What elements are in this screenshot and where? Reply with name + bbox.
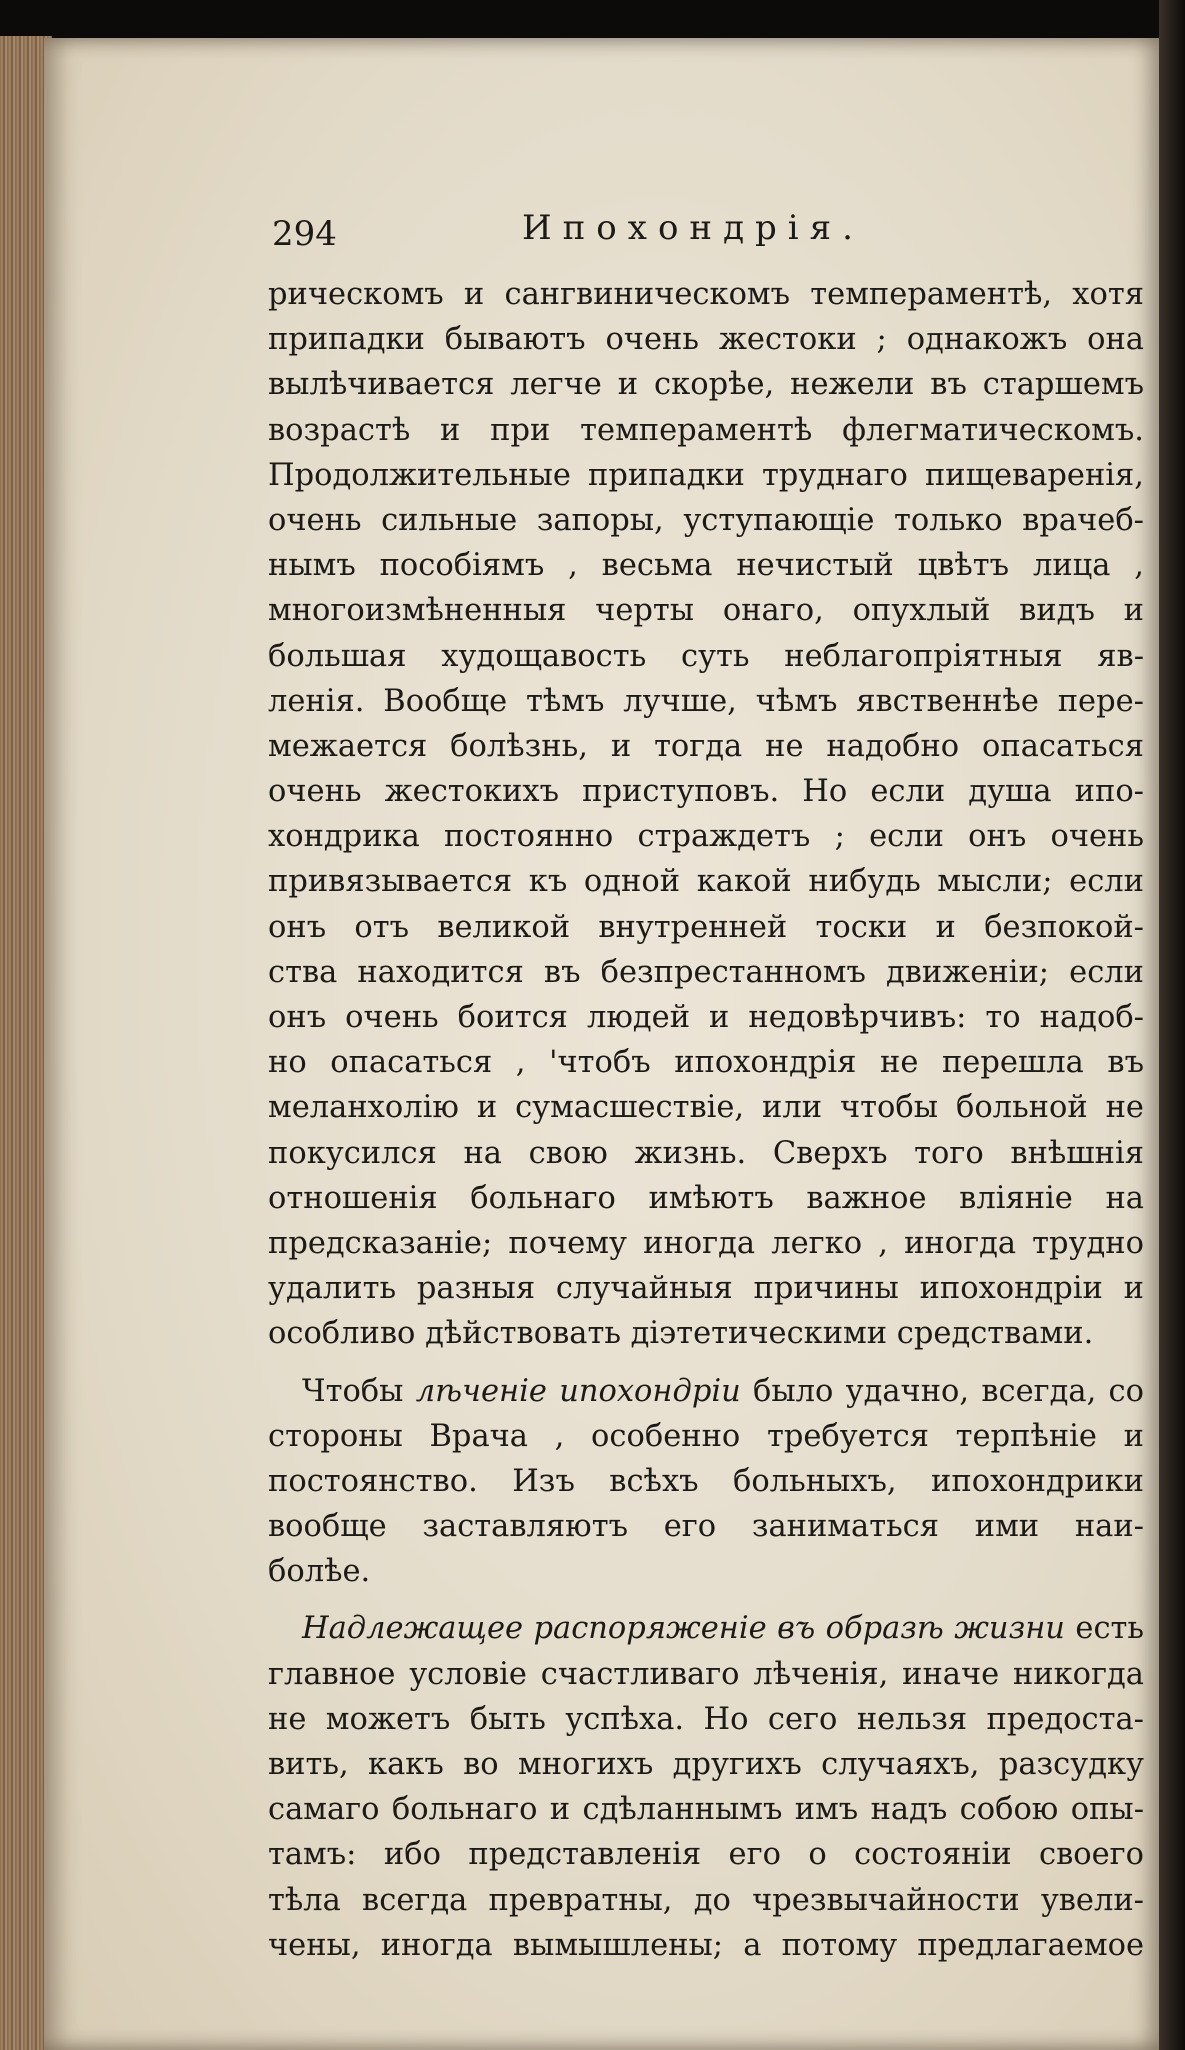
- text-line: чены, иногда вымышлены; а потому предлагаемое: [268, 1927, 1144, 1963]
- text-line: удалить разныя случайныя причины ипохондріи и: [268, 1271, 1144, 1307]
- page-header: [272, 208, 1152, 258]
- text-line: припадки бываютъ очень жестоки ; однакожъ она: [268, 322, 1144, 358]
- text-line: тамъ: ибо представленія его о состояніи своего: [268, 1837, 1144, 1873]
- text-line: возрастѣ и при темпераментѣ флегматическомъ.: [268, 412, 1144, 448]
- text-run: было удачно, всегда, со: [740, 1373, 1144, 1409]
- running-title: Ипохондрія.: [522, 208, 864, 248]
- text-line: онъ отъ великой внутренней тоски и безпокой-: [268, 909, 1144, 945]
- top-shadow: [0, 0, 1185, 40]
- text-line: очень жестокихъ приступовъ. Но если душа ипо-: [268, 774, 1144, 810]
- paragraph-gap: [268, 1357, 1144, 1369]
- text-line: меланхолію и сумасшествіе, или чтобы больной не: [268, 1090, 1144, 1126]
- text-line: вылѣчивается легче и скорѣе, нежели въ старшемъ: [268, 367, 1144, 403]
- text-line: покусился на свою жизнь. Сверхъ того внѣшнія: [268, 1135, 1144, 1171]
- text-line: вить, какъ во многихъ другихъ случаяхъ, разсудку: [268, 1747, 1144, 1782]
- paragraph-3: [268, 1606, 1144, 1968]
- text-line: привязывается къ одной какой нибудь мысли; если: [268, 864, 1144, 900]
- text-run: есть: [1064, 1611, 1145, 1647]
- text-line: но опасаться , 'чтобъ ипохондрія не перешла въ: [268, 1045, 1144, 1081]
- text-run: Чтобы: [302, 1373, 416, 1409]
- text-line: не можетъ быть успѣха. Но сего нельзя предоста-: [268, 1701, 1144, 1737]
- paragraph-2: [268, 1369, 1144, 1595]
- text-line: рическомъ и сангвиническомъ темпераментѣ, хотя: [268, 277, 1144, 312]
- binding-shadow: [1159, 0, 1185, 2050]
- text-line: Продолжительные припадки труднаго пищеваренія,: [268, 457, 1144, 493]
- text-line: вообще заставляютъ его заниматься ими наи-: [268, 1509, 1144, 1545]
- text-line: главное условіе счастливаго лѣченія, иначе никогда: [268, 1656, 1144, 1692]
- text-line: самаго больнаго и сдѣланнымъ имъ надъ собою опы-: [268, 1792, 1144, 1828]
- text-line: тѣла всегда превратны, до чрезвычайности увели-: [268, 1882, 1144, 1918]
- text-line: особливо дѣйствовать діэтетическими средствами.: [268, 1316, 1094, 1352]
- text-line: [268, 1606, 1144, 1651]
- italic-phrase: Надлежащее распоряженіе въ образѣ жизни: [302, 1611, 1065, 1647]
- text-line: большая худощавость суть неблагопріятныя яв-: [268, 638, 1144, 674]
- text-line: постоянство. Изъ всѣхъ больныхъ, ипохондрики: [268, 1463, 1144, 1499]
- page-body: [268, 272, 1144, 1968]
- text-line: отношенія больнаго имѣютъ важное вліяніе на: [268, 1180, 1144, 1216]
- text-line: стороны Врача , особенно требуется терпѣніе и: [268, 1418, 1144, 1454]
- text-line: [268, 1369, 1144, 1414]
- text-line: межается болѣзнь, и тогда не надобно опасаться: [268, 728, 1144, 764]
- text-line: очень сильные запоры, уступающіе только врачеб-: [268, 502, 1144, 538]
- paragraph-gap: [268, 1594, 1144, 1606]
- paragraph-1: [268, 272, 1144, 1357]
- text-line: нымъ пособіямъ , весьма нечистый цвѣтъ лица ,: [268, 548, 1144, 584]
- text-line: хондрика постоянно страждетъ ; если онъ очень: [268, 819, 1144, 855]
- text-line: ленія. Вообще тѣмъ лучше, чѣмъ явственнѣе пере-: [268, 683, 1144, 719]
- text-line: ства находится въ безпрестанномъ движеніи; если: [268, 954, 1144, 990]
- page-number: 294: [272, 214, 337, 254]
- text-line: многоизмѣненныя черты онаго, опухлый видъ и: [268, 593, 1144, 629]
- text-line: предсказаніе; почему иногда легко , иногда трудно: [268, 1225, 1144, 1261]
- text-line: болѣе.: [268, 1554, 371, 1590]
- italic-phrase: лѣченіе ипохондріи: [415, 1373, 741, 1409]
- text-line: онъ очень боится людей и недовѣрчивъ: то надоб-: [268, 1000, 1144, 1035]
